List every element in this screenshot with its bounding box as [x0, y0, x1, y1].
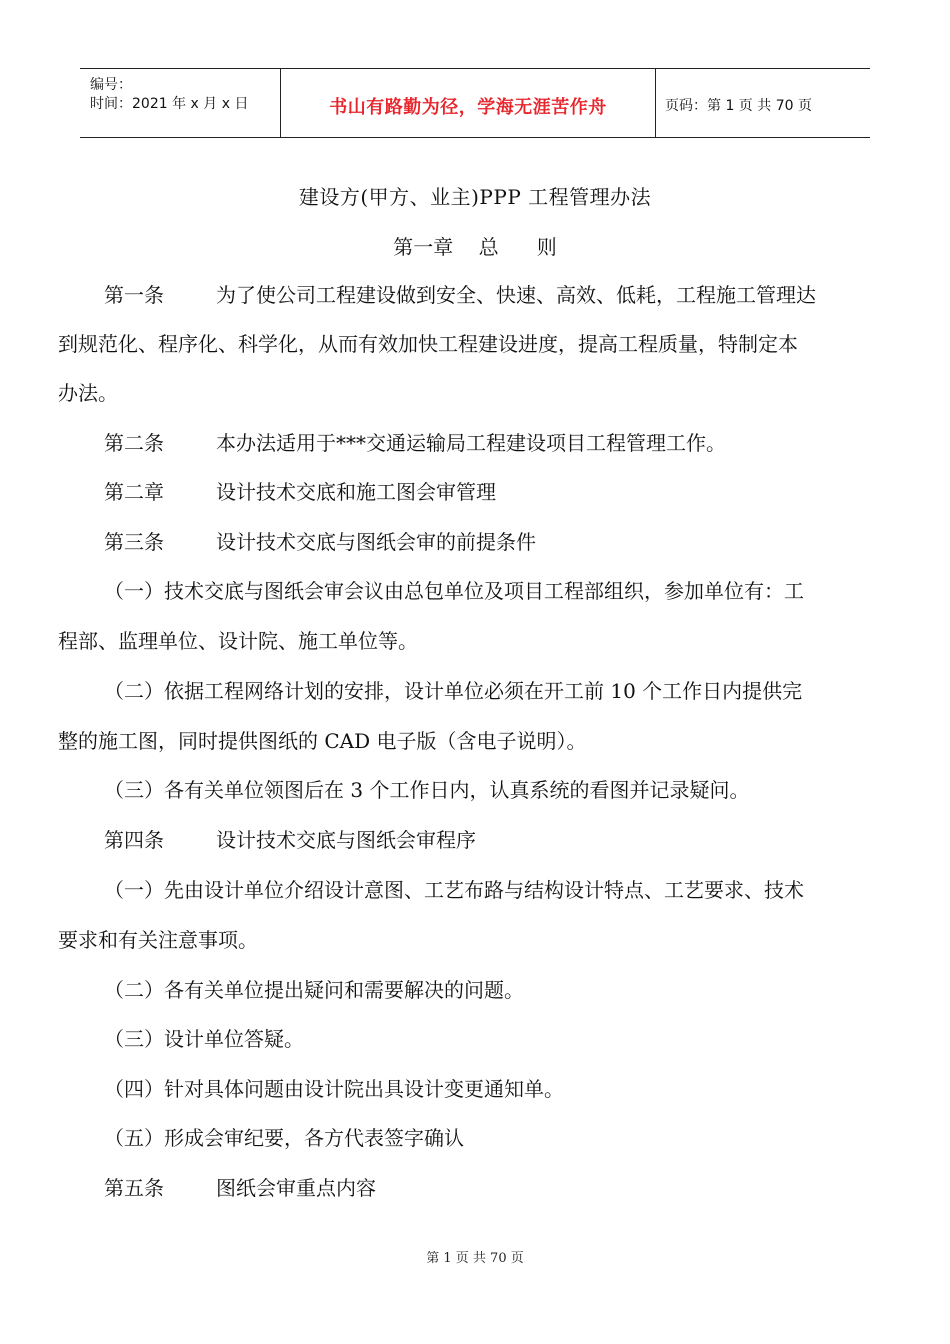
article-3-item-1-line-2: 程部、监理单位、设计院、施工单位等。 [58, 629, 418, 653]
article-5-number: 第五条 [104, 1176, 164, 1200]
chapter-2-title: 设计技术交底和施工图会审管理 [216, 480, 496, 504]
article-1-line-1: 为了使公司工程建设做到安全、快速、高效、低耗，工程施工管理达 [216, 283, 816, 307]
article-3-item-2-line-1: （二）依据工程网络计划的安排，设计单位必须在开工前 10 个工作日内提供完 [104, 679, 803, 703]
article-3-item-1-line-1: （一）技术交底与图纸会审会议由总包单位及项目工程部组织，参加单位有：工 [104, 579, 804, 603]
header-page-cell [655, 69, 870, 137]
article-4-title: 设计技术交底与图纸会审程序 [216, 828, 476, 852]
header-left-cell [80, 69, 280, 137]
article-3-title: 设计技术交底与图纸会审的前提条件 [216, 530, 536, 554]
article-2-number: 第二条 [104, 431, 164, 455]
document-header [80, 68, 870, 138]
article-4-item-5: （五）形成会审纪要，各方代表签字确认 [104, 1126, 464, 1150]
article-3-item-2-line-2: 整的施工图，同时提供图纸的 CAD 电子版（含电子说明）。 [58, 729, 587, 753]
article-5-title: 图纸会审重点内容 [216, 1176, 376, 1200]
article-3-item-3: （三）各有关单位领图后在 3 个工作日内，认真系统的看图并记录疑问。 [104, 778, 750, 802]
article-4-item-1-line-1: （一）先由设计单位介绍设计意图、工艺布路与结构设计特点、工艺要求、技术 [104, 878, 804, 902]
header-number-label: 编号： [90, 77, 132, 93]
article-2-line-1: 本办法适用于***交通运输局工程建设项目工程管理工作。 [216, 431, 726, 455]
header-time-label: 时间：2021 年 x 月 x 日 [90, 96, 249, 112]
chapter-1-heading [0, 231, 950, 260]
article-3-number: 第三条 [104, 530, 164, 554]
header-motto-cell [280, 69, 656, 137]
article-1-line-2: 到规范化、程序化、科学化，从而有效加快工程建设进度，提高工程质量，特制定本 [58, 332, 798, 356]
chapter-1-text: 第一章 总 则 [393, 235, 557, 259]
header-motto: 书山有路勤为径，学海无涯苦作舟 [329, 97, 607, 118]
chapter-2-number: 第二章 [104, 480, 164, 504]
article-4-item-4: （四）针对具体问题由设计院出具设计变更通知单。 [104, 1077, 564, 1101]
article-4-item-3: （三）设计单位答疑。 [104, 1027, 304, 1051]
article-4-item-2: （二）各有关单位提出疑问和需要解决的问题。 [104, 978, 524, 1002]
article-4-number: 第四条 [104, 828, 164, 852]
article-4-item-1-line-2: 要求和有关注意事项。 [58, 928, 258, 952]
header-page-label: 页码：第 1 页 共 70 页 [665, 98, 812, 114]
page-footer: 第 1 页 共 70 页 [426, 1251, 524, 1266]
article-1-line-3: 办法。 [58, 381, 118, 405]
article-1-number: 第一条 [104, 283, 164, 307]
document-title: 建设方(甲方、业主)PPP 工程管理办法 [298, 185, 652, 209]
